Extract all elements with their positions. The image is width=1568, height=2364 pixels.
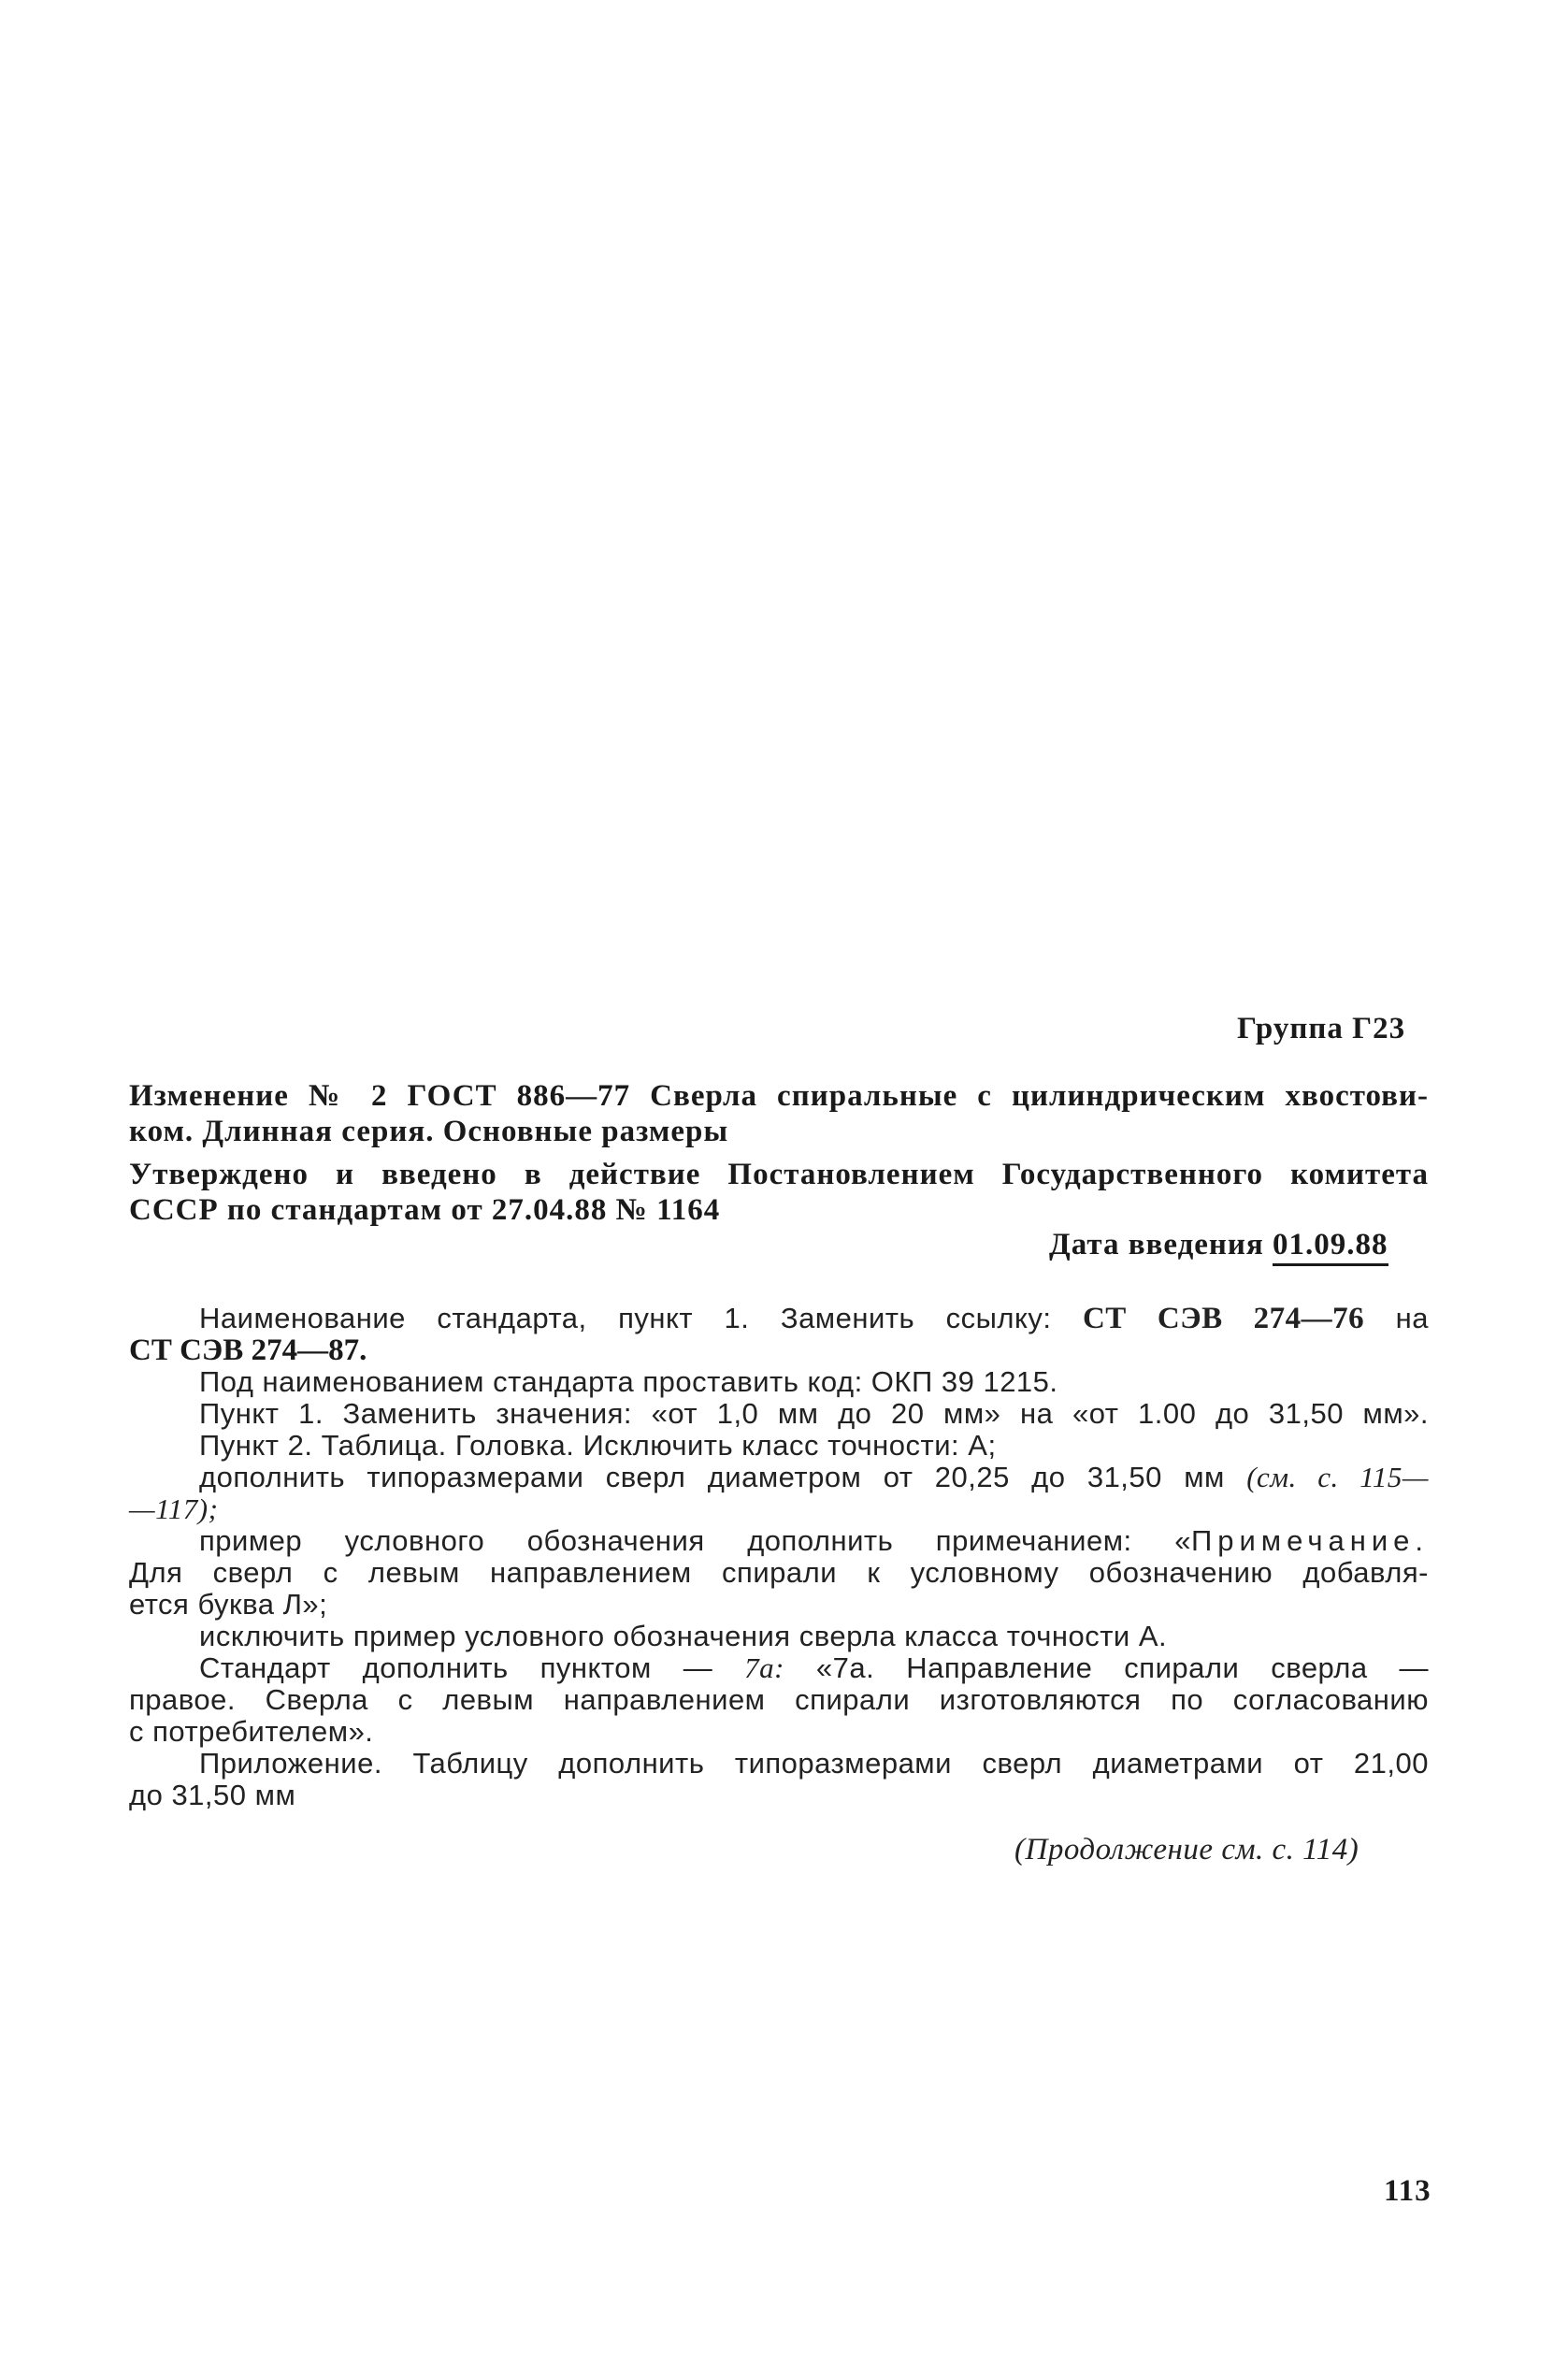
approval-line-2: СССР по стандартам от 27.04.88 № 1164 <box>129 1193 721 1227</box>
paragraph-2: Под наименованием стандарта проставить код: ОКП 39 1215. <box>199 1365 1058 1398</box>
title-line-1: Изменение № 2 ГОСТ 886—77 Сверла спиральные с цилиндрическим хвостови- <box>129 1079 1429 1113</box>
page-number: 113 <box>1384 2174 1431 2208</box>
intro-date-value: 01.09.88 <box>1273 1228 1388 1266</box>
paragraph-4: Пункт 2. Таблица. Головка. Исключить класс точности: А; <box>199 1429 997 1462</box>
paragraph-5-line-1 <box>199 1461 1429 1494</box>
approval-line-1: Утверждено и введено в действие Постановлением Государственного комитета <box>129 1158 1429 1191</box>
paragraph-7: исключить пример условного обозначения сверла класса точности А. <box>199 1620 1168 1652</box>
p6-note-word: Примечание. <box>1190 1524 1429 1557</box>
paragraph-9-line-1: Приложение. Таблицу дополнить типоразмерами сверл диаметрами от 21,00 <box>199 1747 1429 1780</box>
paragraph-3: Пункт 1. Заменить значения: «от 1,0 мм до 20 мм» на «от 1.00 до 31,50 мм». <box>199 1397 1429 1430</box>
p8-point: 7а: <box>744 1651 784 1684</box>
paragraph-1-line-1 <box>199 1302 1429 1336</box>
paragraph-6-line-1 <box>199 1524 1429 1558</box>
p5-text: дополнить типоразмерами сверл диаметром от 20,25 до 31,50 мм <box>199 1461 1247 1493</box>
paragraph-6-line-2: Для сверл с левым направлением спирали к условному обозначению добавля- <box>129 1556 1429 1589</box>
continuation-note: (Продолжение см. с. 114) <box>1014 1833 1359 1867</box>
p1-text: Наименование стандарта, пункт 1. Заменить ссылку: <box>199 1302 1083 1334</box>
paragraph-8-line-3: с потребителем». <box>129 1715 374 1748</box>
p1-na: на <box>1364 1302 1429 1334</box>
paragraph-6-line-3: ется буква Л»; <box>129 1588 328 1621</box>
intro-date-label: Дата введения <box>1049 1228 1264 1261</box>
p5-page-ref: (см. с. 115— <box>1246 1461 1429 1493</box>
p1-old-ref: СТ СЭВ 274—76 <box>1082 1302 1365 1335</box>
p8-text: Стандарт дополнить пунктом — <box>199 1651 745 1684</box>
group-label: Группа Г23 <box>1237 1012 1406 1045</box>
paragraph-5-line-2: —117); <box>129 1492 219 1525</box>
paragraph-1-line-2: СТ СЭВ 274—87. <box>129 1333 367 1367</box>
intro-date <box>1049 1228 1388 1262</box>
title-line-2: ком. Длинная серия. Основные размеры <box>129 1115 729 1148</box>
paragraph-8-line-1 <box>199 1651 1429 1685</box>
paragraph-9-line-2: до 31,50 мм <box>129 1779 296 1811</box>
paragraph-8-line-2: правое. Сверла с левым направлением спирали изготовляются по согласованию <box>129 1683 1429 1716</box>
p8-quote: «7а. Направление спирали сверла — <box>784 1651 1429 1684</box>
p6-text: пример условного обозначения дополнить примечанием: « <box>199 1524 1191 1557</box>
